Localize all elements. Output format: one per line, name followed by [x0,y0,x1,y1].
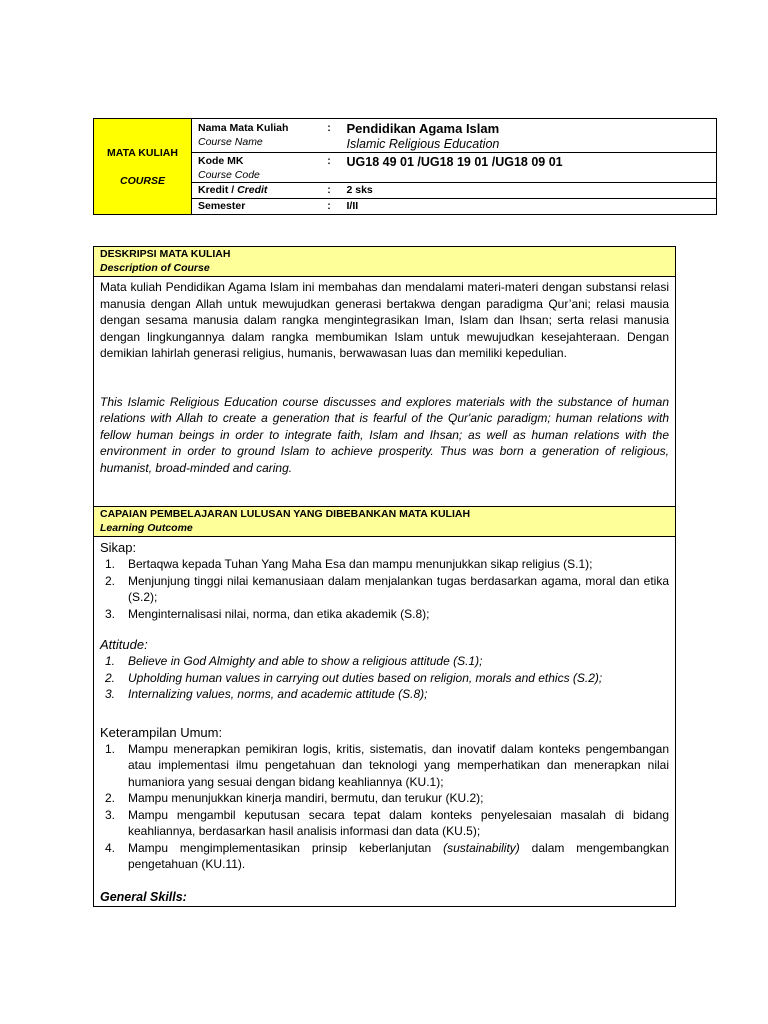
course-name-sublabel: Course Name [198,136,263,148]
item-text: Mampu mengimplementasikan prinsip keberlanjutan [128,840,444,855]
description-paragraph-en: This Islamic Religious Education course discusses and explores materials with the substance of human relations with Allah to create a generation that is fearful of the Qur'anic paradigm; human relations with fellow human beings in order to integrate faith, Islam and Ihsan; as well as human relations with the environment in order to ground Islam to achieve prosperity. Thus was born a generation of religious, humanist, broad-minded and caring. [100,394,669,475]
credit-label-english: Credit [237,184,268,196]
list-item [100,653,669,670]
item-text: Menjunjung tinggi nilai kemanusiaan dalam menjalankan tugas berdasarkan agama, moral dan etika (S.2); [128,573,669,604]
list-item [100,807,669,840]
list-item [100,670,669,687]
item-text: Believe in God Almighty and able to show a religious attitude (S.1); [128,654,483,668]
colon: : [318,183,341,199]
keterampilan-umum-title: Keterampilan Umum: [100,724,223,740]
course-label: COURSE [120,174,165,187]
course-description-box [93,246,676,907]
item-text-end: dalam mengembangkan pengetahuan (KU.11). [128,840,669,871]
list-item [100,606,669,623]
course-code-label: Kode MK [198,155,244,167]
course-code-value-cell [341,153,717,183]
mata-kuliah-label: MATA KULIAH [107,146,178,159]
course-name-subvalue: Islamic Religious Education [346,137,500,151]
sikap-title: Sikap: [100,540,137,555]
item-number: 3. [105,606,116,621]
keterampilan-umum-list [100,741,669,873]
course-code-value: UG18 49 01 /UG18 19 01 /UG18 09 01 [346,155,563,169]
credit-value: 2 sks [341,183,717,199]
learning-outcome-content [94,537,675,906]
item-number: 1. [105,654,116,668]
general-skills-title: General Skills: [100,889,187,904]
description-header [94,247,675,277]
item-number: 2. [105,573,116,588]
item-text: Menginternalisasi nilai, norma, dan etika akademik (S.8); [128,606,430,621]
item-number: 3. [105,687,116,701]
list-item [100,790,669,807]
colon: : [318,199,341,215]
list-item [100,686,669,703]
course-label-cell [94,119,192,215]
list-item [100,840,669,873]
item-number: 2. [105,670,116,685]
attitude-list [100,653,669,703]
credit-label-cell [192,183,318,199]
semester-value: I/II [341,199,717,215]
sikap-list [100,556,669,622]
course-name-value-cell [341,119,717,153]
item-text: Internalizing values, norms, and academic attitude (S.8); [128,687,428,701]
learning-outcome-subheading: Learning Outcome [100,521,193,534]
colon: : [318,119,341,153]
item-text: Bertaqwa kepada Tuhan Yang Maha Esa dan mampu menunjukkan sikap religius (S.1); [128,557,593,571]
course-name-value: Pendidikan Agama Islam [346,121,500,136]
item-number: 4. [105,840,116,855]
description-content [94,277,675,506]
item-text: Upholding human values in carrying out duties based on religion, morals and ethics (S.2); [128,670,603,685]
course-code-label-cell [192,153,318,183]
list-item [100,741,669,791]
attitude-title: Attitude: [100,637,148,652]
course-name-label: Nama Mata Kuliah [198,122,289,134]
item-number: 3. [105,807,116,822]
course-info-table [93,118,717,215]
item-text-italic: (sustainability) [443,840,520,855]
list-item [100,573,669,606]
description-subheading: Description of Course [100,261,210,274]
credit-label: Kredit / [198,184,238,196]
learning-outcome-heading: CAPAIAN PEMBELAJARAN LULUSAN YANG DIBEBANKAN MATA KULIAH [100,508,471,520]
item-text: Mampu mengambil keputusan secara tepat dalam konteks penyelesaian masalah di bidang keahliannya, berdasarkan hasil analisis informasi dan data (KU.5); [128,807,669,838]
item-number: 1. [105,741,116,756]
list-item [100,556,669,573]
item-number: 2. [105,791,116,805]
item-text: Mampu menerapkan pemikiran logis, kritis, sistematis, dan inovatif dalam konteks pengembangan atau implementasi ilmu pengetahuan dan teknologi yang memperhatikan dan menerapkan nilai humaniora yang sesuai dengan bidang keahliannya (KU.1); [128,741,669,789]
item-text: Mampu menunjukkan kinerja mandiri, bermutu, dan terukur (KU.2); [128,791,484,805]
course-name-label-cell [192,119,318,153]
item-number: 1. [105,557,116,571]
course-code-sublabel: Course Code [198,169,260,181]
learning-outcome-header [94,506,675,537]
description-heading: DESKRIPSI MATA KULIAH [100,248,231,260]
semester-label: Semester [192,199,318,215]
colon: : [318,153,341,183]
description-paragraph-id: Mata kuliah Pendidikan Agama Islam ini membahas dan mendalami materi-materi dengan substansi relasi manusia dengan Allah untuk mewujudkan generasi bertakwa dengan paradigma Qur’ani; relasi mausia dengan sesama manusia dalam rangka mengintegrasikan Iman, Islam dan Ihsan; serta relasi manusia dengan lingkungannya dalam rangka membumikan Islam untuk mewujudkan kesejahteraan. Dengan demikian lahirlah generasi religius, humanis, berwawasan luas dan memiliki kepedulian. [100,280,669,360]
